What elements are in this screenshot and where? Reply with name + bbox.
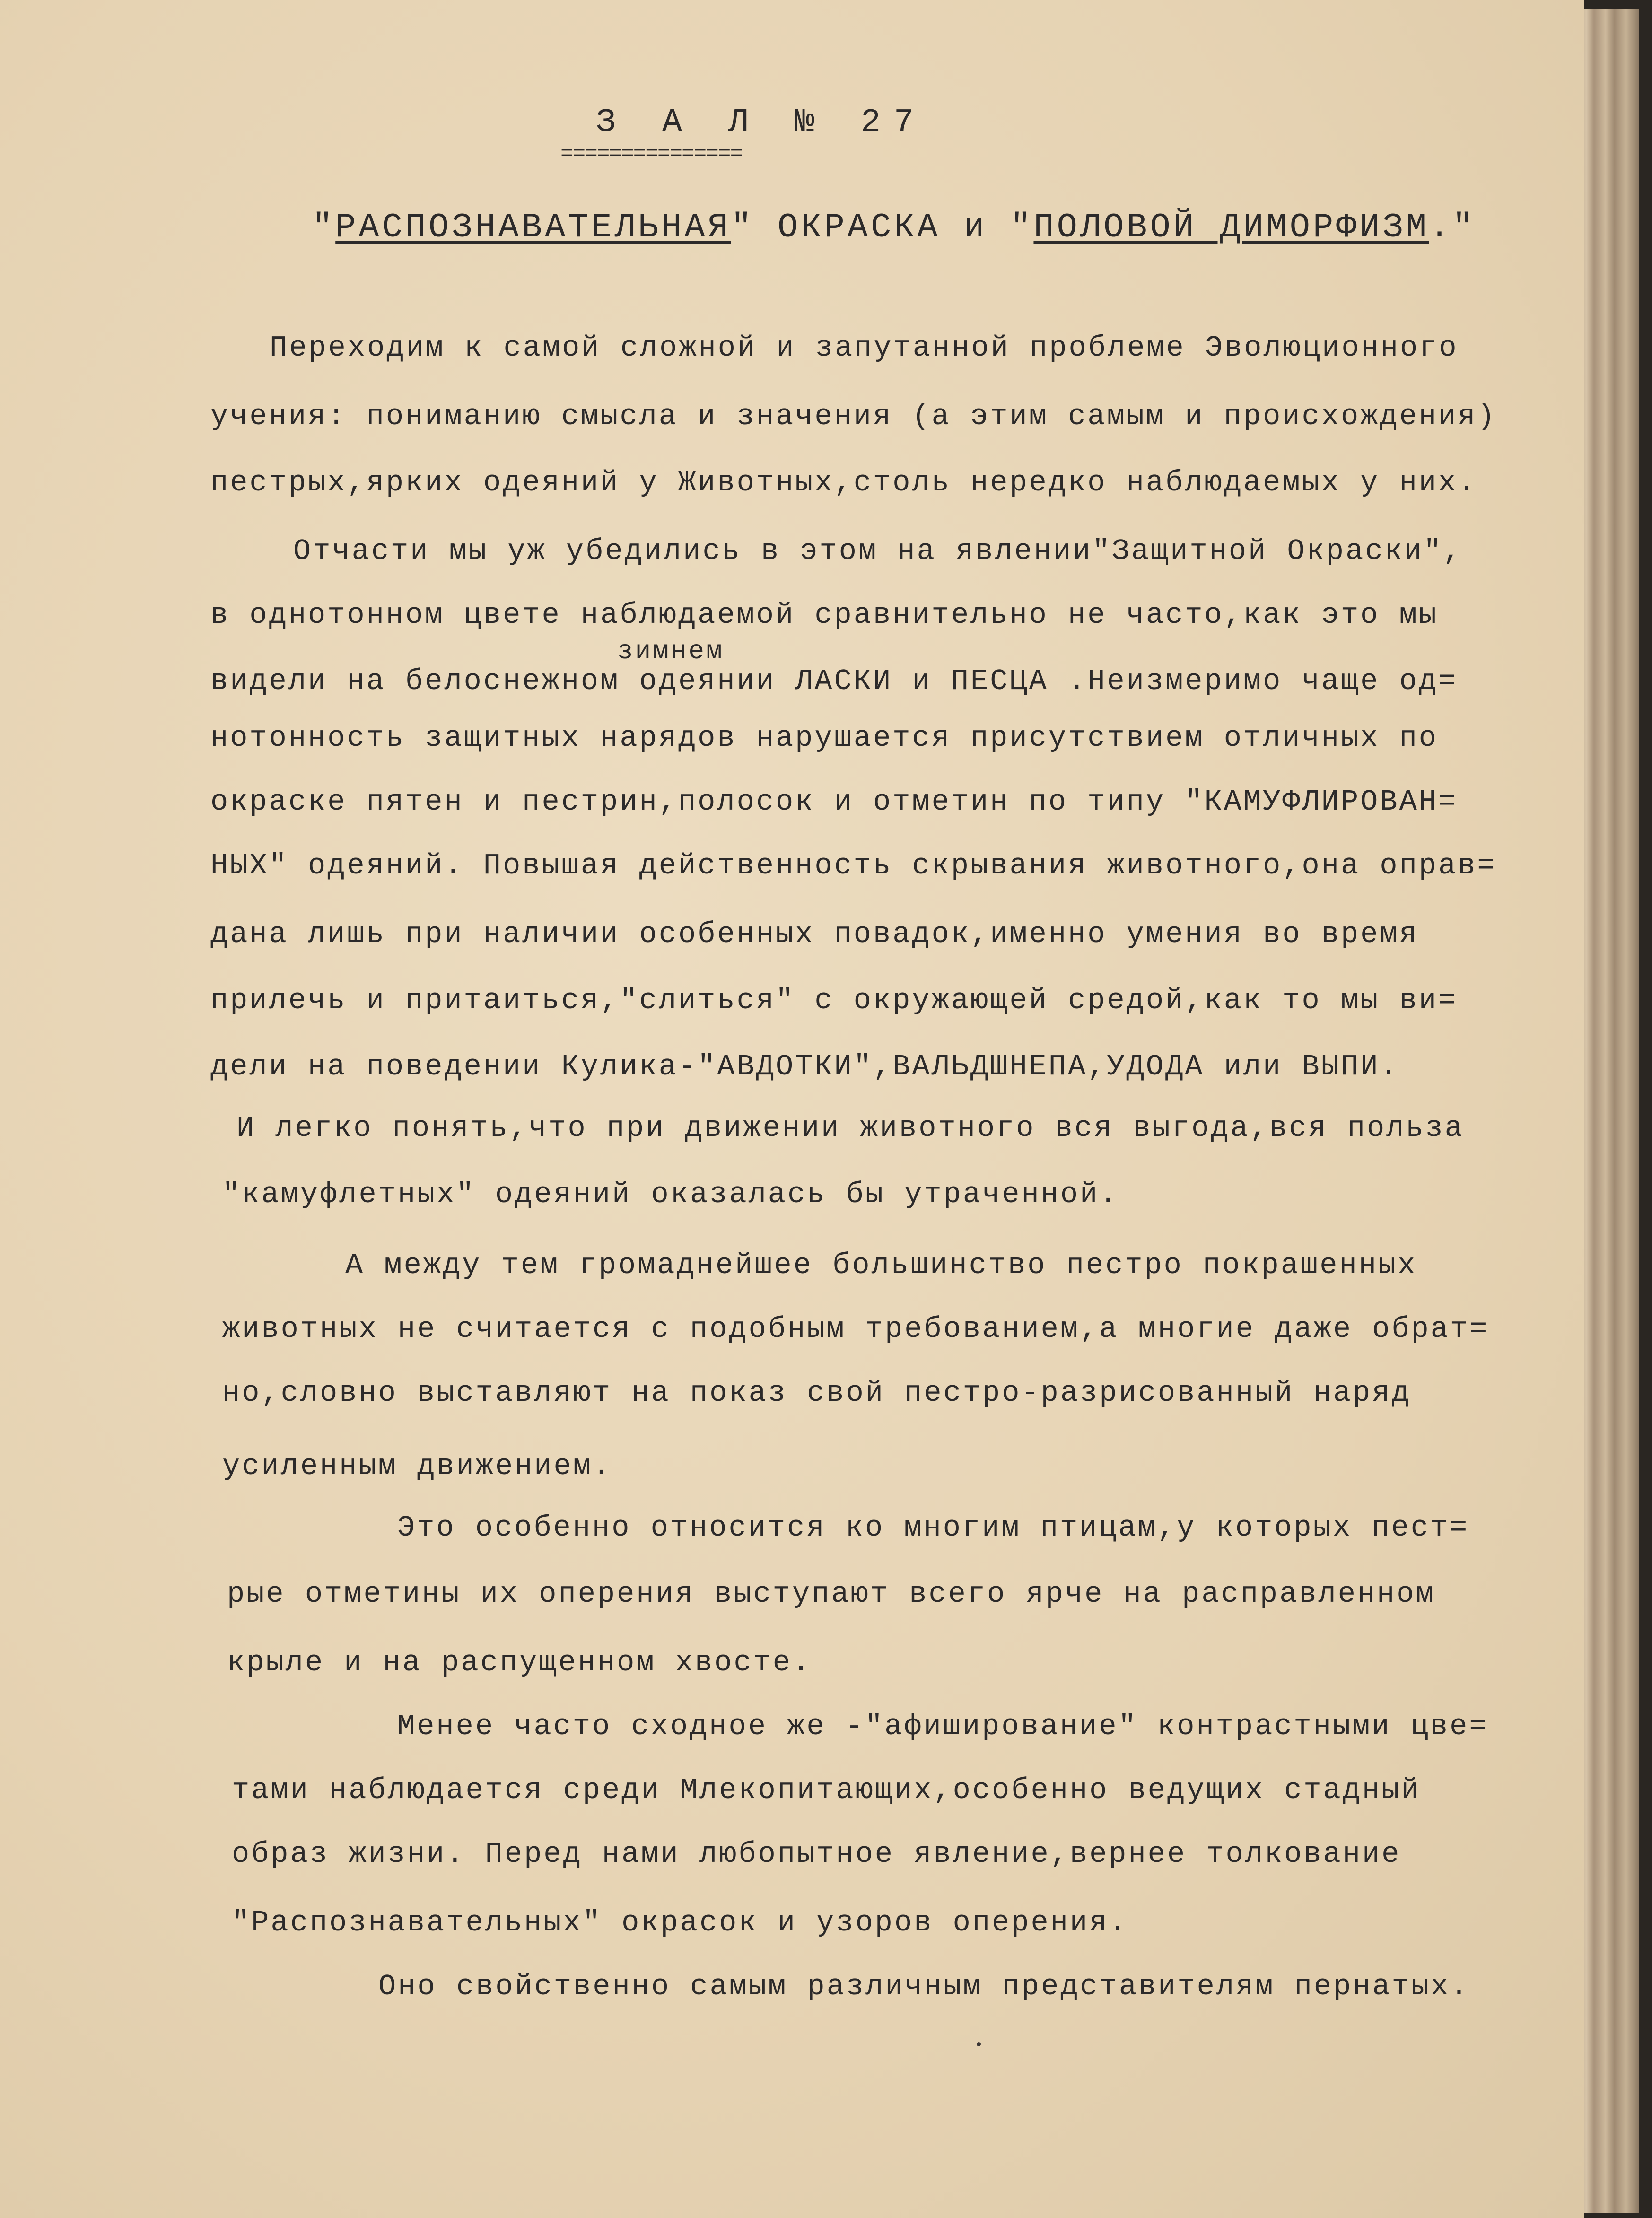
title-part-2: ПОЛОВОЙ ДИМОРФИЗМ [1033,208,1429,247]
text-line: учения: пониманию смысла и значения (а этим самым и происхождения) [210,400,1497,433]
text-line: И легко понять,что при движении животного вся выгода,вся польза [236,1111,1464,1145]
text-line: усиленным движением. [222,1450,612,1483]
text-line: окраске пятен и пестрин,полосок и отметин по типу "КАМУФЛИРОВАН= [210,785,1458,819]
text-line: животных не считается с подобным требованием,а многие даже обрат= [222,1312,1489,1346]
text-line: в однотонном цвете наблюдаемой сравнительно не часто,как это мы [210,598,1438,632]
text-line: "камуфлетных" одеяний оказалась бы утраченной. [222,1178,1119,1211]
title-middle: " ОКРАСКА и " [731,208,1034,247]
text-line: пестрых,ярких одеяний у Животных,столь нередко наблюдаемых у них. [210,466,1477,499]
text-line: НЫХ" одеяний. Повышая действенность скрывания животного,она оправ= [210,849,1497,882]
page-title [312,208,1476,247]
title-quote-close: ." [1429,208,1476,247]
text-line: Это особенно относится ко многим птицам,у которых пест= [397,1511,1469,1545]
header-underline: =============== [560,142,743,166]
text-line: Отчасти мы уж убедились в этом на явлении"Защитной Окраски", [293,534,1463,568]
title-quote-open: " [312,208,336,247]
text-line: А между тем громаднейшее большинство пестро покрашенных [345,1249,1417,1282]
text-line: рые отметины их оперения выступают всего ярче на расправленном [227,1577,1435,1611]
text-line: Переходим к самой сложной и запутанной проблеме Эволюционного [270,331,1459,365]
text-line: прилечь и притаиться,"слиться" с окружающей средой,как то мы ви= [210,984,1458,1017]
text-line: нотонность защитных нарядов нарушается присутствием отличных по [210,721,1438,755]
text-line: дана лишь при наличии особенных повадок,именно умения во время [210,917,1419,951]
handwritten-insert: зимнем [617,636,724,666]
text-line: крыле и на распущенном хвосте. [227,1646,812,1679]
hall-number: З А Л № 27 [596,104,927,141]
text-line: Менее часто сходное же -"афиширование" контрастными цве= [397,1710,1489,1743]
text-line: Оно свойственно самым различным представителям пернатых. [378,1970,1470,2003]
text-line: тами наблюдается среди Млекопитающих,особенно ведущих стадный [232,1773,1421,1807]
text-line: "Распознавательных" окрасок и узоров оперения. [232,1906,1128,1939]
text-line: дели на поведении Кулика-"АВДОТКИ",ВАЛЬДШНЕПА,УДОДА или ВЫПИ. [210,1050,1399,1083]
text-line: но,словно выставляют на показ свой пестро-разрисованный наряд [222,1376,1411,1410]
text-line: видели на белоснежном одеянии ЛАСКИ и ПЕСЦА .Неизмеримо чаще од= [210,664,1458,698]
ink-speck [977,2042,981,2046]
text-line: образ жизни. Перед нами любопытное явление,вернее толкование [232,1837,1401,1871]
title-part-1: РАСПОЗНАВАТЕЛЬНАЯ [335,208,731,247]
page-stack-edge [1575,9,1639,2213]
